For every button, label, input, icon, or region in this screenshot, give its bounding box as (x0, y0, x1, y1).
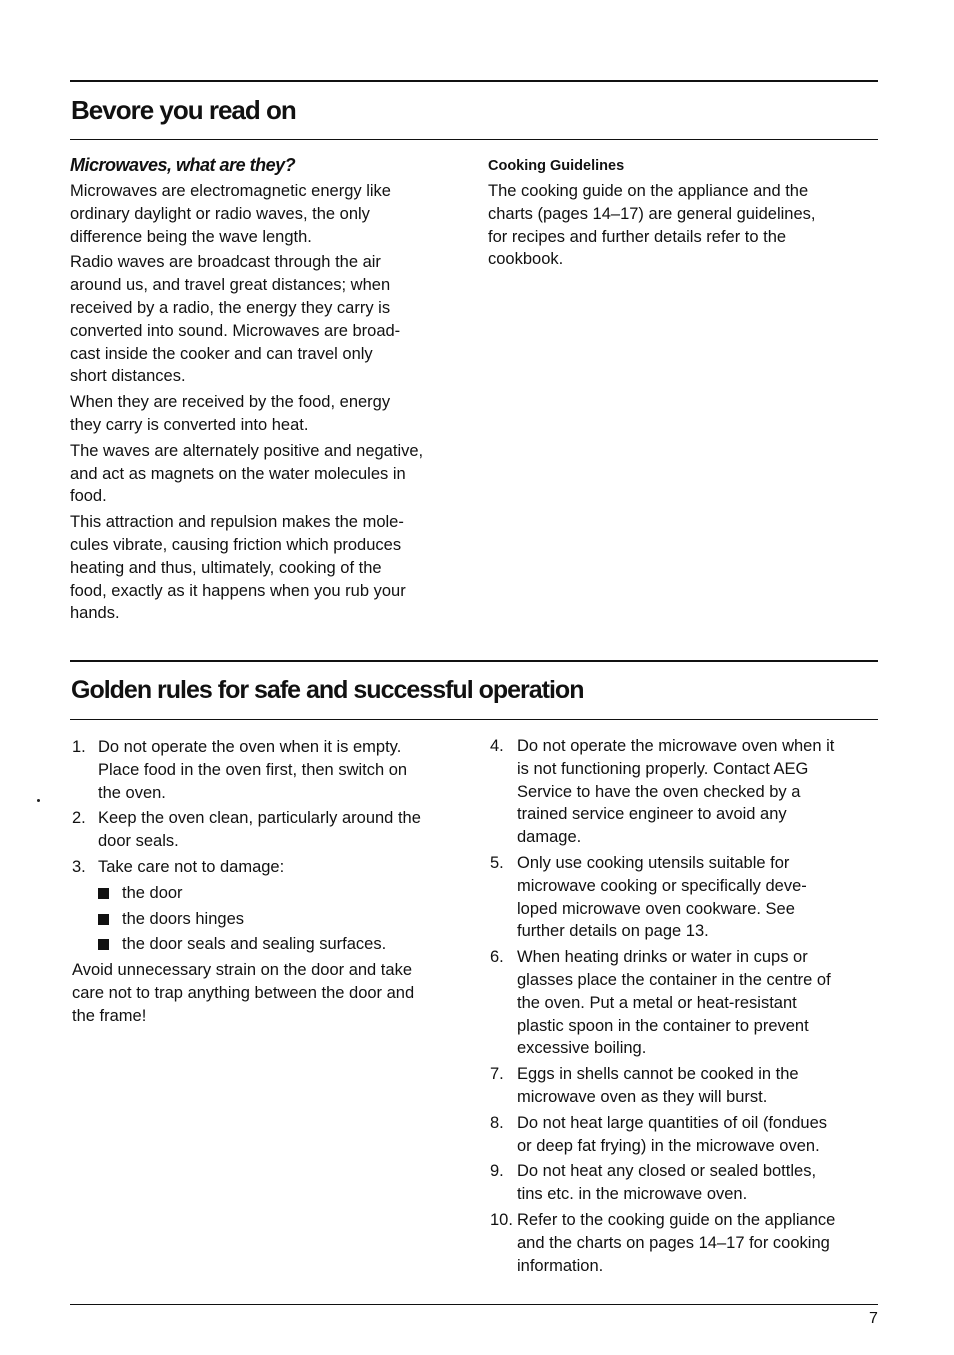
square-bullet-icon (98, 914, 109, 925)
list-item (490, 946, 890, 1060)
item-number: 3. (72, 857, 86, 876)
item-text: Refer to the cooking guide on the appliance and the charts on pages 14–17 for cooking information. (517, 1210, 836, 1275)
item-text: Keep the oven clean, particularly around the door seals. (98, 809, 421, 851)
item-text: Only use cooking utensils suitable for microwave cooking or specifically deve- loped microwave oven cookware. See further details on page 13. (517, 853, 807, 941)
item-number: 6. (490, 948, 504, 967)
square-bullet-icon (98, 888, 109, 899)
list-item (490, 1160, 890, 1206)
item-number: 2. (72, 809, 86, 828)
section-rule (70, 660, 878, 662)
bullet-item: the door seals and sealing surfaces. (98, 933, 472, 956)
list-item (490, 852, 890, 943)
item-number: 5. (490, 853, 504, 872)
item-text: Eggs in shells cannot be cooked in the microwave oven as they will burst. (517, 1065, 799, 1106)
bullet-item: the door (98, 882, 472, 905)
top-rule (70, 80, 878, 82)
item-number: 1. (72, 738, 86, 756)
item-number: 9. (490, 1162, 504, 1181)
item-number: 4. (490, 737, 504, 755)
list-item (490, 735, 890, 849)
page-number: 7 (869, 1310, 878, 1327)
paragraph: When they are received by the food, energy they carry is converted into heat. (70, 393, 391, 434)
title-underline-rule (70, 139, 878, 140)
item-number: 7. (490, 1065, 504, 1084)
paragraph: Microwaves are electromagnetic energy like ordinary daylight or radio waves, the only difference being the wave length. (70, 182, 391, 246)
square-bullet-icon (98, 939, 109, 950)
section-title-before-you-read-on: Bevore you read on (71, 95, 296, 125)
damage-bullet-list (72, 882, 472, 956)
microwaves-column (70, 153, 470, 628)
footer-rule (70, 1304, 878, 1305)
item-text: Do not operate the microwave oven when it is not functioning properly. Contact AEG Service to have the oven checked by a trained service engineer to avoid any damage. (517, 737, 835, 847)
item-text: When heating drinks or water in cups or glasses place the container in the centre of the oven. Put a metal or heat-resistant plastic spoon in the container to prevent excessive boiling. (517, 948, 831, 1058)
item-number: 10. (490, 1210, 513, 1229)
cooking-guidelines-heading: Cooking Guidelines (488, 158, 625, 174)
golden-rules-left-column (72, 736, 472, 1031)
list-item (72, 736, 472, 804)
bullet-item: the doors hinges (98, 908, 472, 931)
title-underline-rule (70, 719, 878, 720)
list-item (490, 1112, 890, 1158)
section-title-golden-rules: Golden rules for safe and successful operation (71, 676, 584, 704)
cooking-guidelines-column (488, 155, 878, 274)
list-item (490, 1063, 890, 1109)
list-item (490, 1209, 890, 1277)
paragraph: The waves are alternately positive and negative, and act as magnets on the water molecules in food. (70, 441, 424, 506)
list-item (72, 856, 472, 879)
item-number: 8. (490, 1113, 504, 1132)
list-item (72, 807, 472, 853)
item-text: Do not operate the oven when it is empty. Place food in the oven first, then switch on the oven. (98, 738, 408, 802)
door-strain-note: Avoid unnecessary strain on the door and take care not to trap anything between the door and the frame! (72, 961, 415, 1025)
item-text: Do not heat large quantities of oil (fondues or deep fat frying) in the microwave oven. (517, 1113, 828, 1155)
microwaves-heading: Microwaves, what are they? (70, 155, 296, 175)
paragraph: The cooking guide on the appliance and the charts (pages 14–17) are general guidelines, for recipes and further details refer to the cookbook. (488, 182, 816, 269)
golden-rules-right-column (490, 735, 890, 1280)
item-text: Take care not to damage: (98, 857, 285, 876)
stray-dot (37, 799, 40, 802)
item-text: Do not heat any closed or sealed bottles, tins etc. in the microwave oven. (517, 1162, 817, 1204)
paragraph: This attraction and repulsion makes the mole- cules vibrate, causing friction which produces heating and thus, ultimately, cooking of the food, exactly as it happens when you rub your hands. (70, 513, 406, 623)
paragraph: Radio waves are broadcast through the air around us, and travel great distances; when received by a radio, the energy they carry is converted into sound. Microwaves are broad- cast inside the cooker and can travel only short distances. (70, 253, 401, 386)
